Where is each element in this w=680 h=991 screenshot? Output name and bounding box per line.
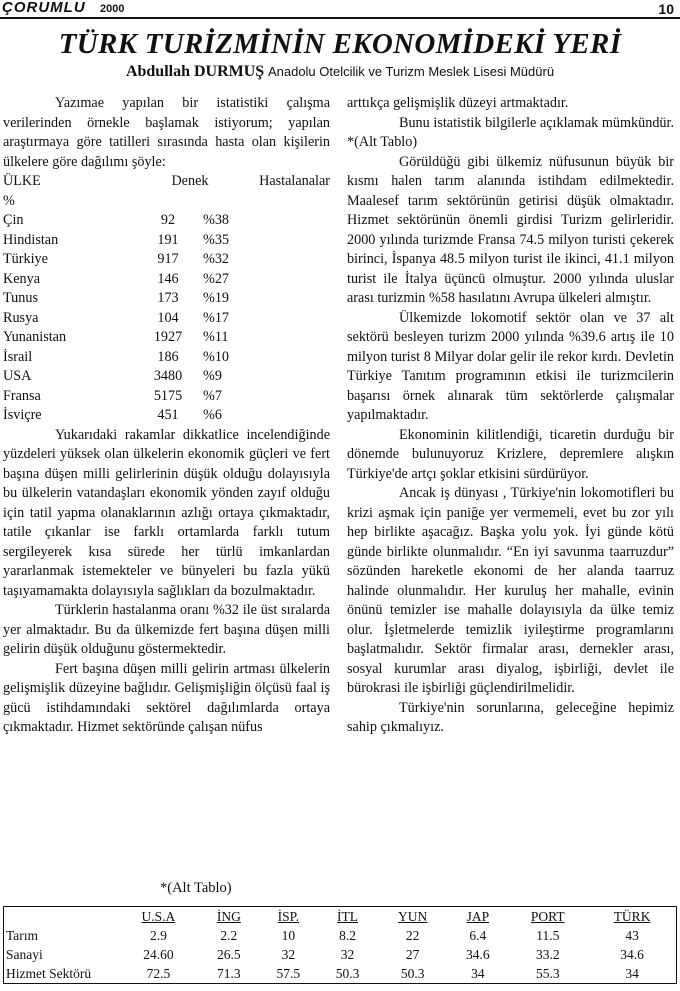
sector-column-header: TÜRK xyxy=(613,909,651,924)
right-paragraphs xyxy=(347,94,674,738)
sector-value: 11.5 xyxy=(536,928,560,943)
sector-row-label: Sanayi xyxy=(6,947,43,962)
survey-subjects: 1927 xyxy=(153,329,183,345)
sector-value: 26.5 xyxy=(217,947,241,962)
body-paragraph: Fert başına düşen milli gelirin artması ülkelerin gelişmişlik düzeyine bağlıdır. Gelişmişliğin ölçüsü faal iş gücü istihdamındaki sektörel dağılımlarda ortaya çıkmaktadır. Hizmet sektöründe çalışan nüfus xyxy=(3,660,330,735)
survey-percent: %35 xyxy=(203,231,230,248)
sector-column-header: JAP xyxy=(466,909,490,924)
survey-country: Türkiye xyxy=(3,251,48,267)
survey-subjects: 5175 xyxy=(153,387,183,404)
survey-row xyxy=(3,309,330,329)
survey-row xyxy=(3,348,330,368)
sector-value: 27 xyxy=(405,947,420,962)
sector-column-header xyxy=(4,907,119,927)
survey-row xyxy=(3,250,330,270)
survey-header-country: ÜLKE xyxy=(3,173,41,189)
page-number: 10 xyxy=(658,1,674,17)
sector-row xyxy=(4,926,677,945)
body-paragraph: Yukarıdaki rakamlar dikkatlice incelendiğinde yüzdeleri yüksek olan ülkelerin ekonomik güçleri ve fert başına düşen milli gelirlerinin düşük olduğu dolayısıyla bu ülkelerin vatandaşları ekonomik yönden zayıf olduğu için tatil yapma olanaklarının azlığı ortaya çıkmaktadır, tatile çıkanlar ise farklı ortamlarda farklı tutum sergileyerek kısa sürede her türlü imkanlardan yararlanmak istemekteler ve bünyeleri bu fazla yükü taşıyamamakta dolayısıyla sağlıkları da bozulmaktadır. xyxy=(3,426,330,599)
survey-percent: %11 xyxy=(203,329,229,345)
magazine-logo: ÇORUMLU xyxy=(2,0,86,16)
survey-country: Rusya xyxy=(3,309,39,326)
survey-percent: %38 xyxy=(203,212,230,228)
sector-value: 8.2 xyxy=(339,928,356,943)
issue-year: 2000 xyxy=(100,3,125,15)
survey-country: Çin xyxy=(3,212,24,228)
body-paragraph: Ancak iş dünyası , Türkiye'nin lokomotifleri bu krizi aşmak için paniğe yer vermemeli, evet bu zor yılı hep birlikte aşacağız. Başka yolu yok. İyi günde kötü günde birlikte olunmalıdır. “En iyi savunma taarruzdur” sözünden hareketle ekonomi de her alanda taarruz halinde olunmalıdır. Her kuruluş her mahalle, evinin önünü temizler ise mahalle dolayısıyla da ülke temiz olur. İşletmelerde temizlik iyileştirme programlarını başlatmalıdır. Sektör firmalar arası, dernekler arası, sosyal kurumlar arası diyalog, işbirliği, devlet ile bürokrasi ile işbirliği güçlendirilmelidir. xyxy=(347,485,674,696)
author-line xyxy=(0,63,680,81)
survey-percent: %17 xyxy=(203,309,230,326)
survey-country: Kenya xyxy=(3,270,41,287)
sector-value: 72.5 xyxy=(146,966,171,981)
survey-header-subjects: Denek xyxy=(171,173,209,189)
sector-row xyxy=(4,945,677,964)
body-paragraph: Bunu istatistik bilgilerle açıklamak mümkündür. *(Alt Tablo) xyxy=(347,114,674,150)
sector-value: 34.6 xyxy=(620,947,644,962)
sector-value: 32 xyxy=(281,947,296,962)
left-column xyxy=(3,94,330,738)
sector-value: 10 xyxy=(281,928,296,943)
intro-paragraph: Yazımae yapılan bir istatistiki çalışma verilerinden örnekle başlamak istiyorum; yapılan araştırmaya göre tatilleri sırasında hasta olan kişilerin ülkelere göre dağılımı şöyle: xyxy=(3,95,330,170)
sector-value: 34 xyxy=(471,966,485,981)
survey-subjects: 451 xyxy=(157,407,179,423)
survey-percent: %9 xyxy=(203,368,222,384)
sector-column-header: U.S.A xyxy=(141,909,176,924)
sector-value: 34 xyxy=(625,966,639,981)
sector-table xyxy=(3,906,677,984)
survey-table xyxy=(3,172,330,426)
sector-value: 2.9 xyxy=(149,928,167,943)
sector-value: 55.3 xyxy=(535,966,560,981)
sector-value: 2.2 xyxy=(220,928,238,943)
survey-percent: %27 xyxy=(203,270,230,287)
survey-row xyxy=(3,387,330,407)
body-paragraph: Görüldüğü gibi ülkemiz nüfusunun büyük bir kısmı halen tarım alanında istihdam edilmektedir. Maalesef tarım sektörünün getirisi düşük olmaktadır. Hizmet sektörünün önemli girdisi Turizm gelirleridir. 2000 yılında turizmde Fransa 74.5 milyon turisti çekerek birinci, İspanya 48.5 milyon turist ile ikinci, 41.1 milyon turist ile İtalya üçüncü olmuştur. 2000 yılında uluslar arası turizmin %58 hasılatını Avrupa ülkeleri almıştır. xyxy=(347,153,674,306)
sector-value: 6.4 xyxy=(469,928,487,943)
survey-row xyxy=(3,367,330,387)
survey-row xyxy=(3,211,330,231)
survey-header xyxy=(3,172,330,192)
survey-row xyxy=(3,289,330,309)
survey-country: İsrail xyxy=(3,348,33,365)
survey-header-percent xyxy=(3,192,330,212)
survey-row xyxy=(3,231,330,251)
survey-country: Yunanistan xyxy=(3,329,67,345)
sector-value: 57.5 xyxy=(276,966,301,981)
survey-row xyxy=(3,270,330,290)
survey-percent: %10 xyxy=(203,348,230,365)
sector-value: 50.3 xyxy=(400,966,425,981)
page-header xyxy=(0,0,680,22)
survey-subjects: 146 xyxy=(157,270,179,287)
body-paragraph: Türklerin hastalanma oranı %32 ile üst sıralarda yer almaktadır. Bu da ülkemizde fert başına düşen milli gelirin düşük olduğunu göstermektedir. xyxy=(3,602,330,657)
table-caption: *(Alt Tablo) xyxy=(160,880,232,896)
survey-subjects: 92 xyxy=(160,212,176,228)
survey-subjects: 173 xyxy=(157,290,179,306)
sector-value: 22 xyxy=(405,928,420,943)
sector-table-body xyxy=(4,926,677,984)
sector-value: 34.6 xyxy=(466,947,490,962)
sector-row-label: Hizmet Sektörü xyxy=(6,966,92,981)
survey-country: Hindistan xyxy=(3,231,59,248)
sector-row-label: Tarım xyxy=(6,928,39,943)
sector-table-header xyxy=(4,907,677,927)
left-paragraphs xyxy=(3,426,330,738)
sector-value: 50.3 xyxy=(335,966,360,981)
survey-subjects: 3480 xyxy=(153,368,183,384)
survey-country: Fransa xyxy=(3,387,41,404)
right-column xyxy=(347,94,674,738)
survey-rows xyxy=(3,211,330,426)
sector-column-header: İTL xyxy=(337,909,358,924)
sector-value: 24.60 xyxy=(143,947,174,962)
body-paragraph: Ekonominin kilitlendiği, ticaretin durduğu bir dönemde bulunuyoruz Krizlere, depremlere alışkın Türkiye'de artçı şoklar etkisini sürdürüyor. xyxy=(347,426,674,482)
survey-subjects: 917 xyxy=(157,251,179,267)
header-rule xyxy=(0,17,680,19)
survey-row xyxy=(3,328,330,348)
body-paragraph: arttıkça gelişmişlik düzeyi artmaktadır. xyxy=(347,95,569,111)
sector-value: 33.2 xyxy=(535,947,560,962)
survey-subjects: 191 xyxy=(157,231,179,248)
survey-header-ill: Hastalanalar xyxy=(259,173,330,189)
sector-value: 32 xyxy=(340,947,355,962)
sector-column-header: İSP. xyxy=(277,909,300,924)
survey-percent: %7 xyxy=(203,387,222,404)
survey-subjects: 104 xyxy=(157,309,179,326)
sector-column-header: PORT xyxy=(530,909,565,924)
sector-column-header: YUN xyxy=(398,909,428,924)
survey-percent: %32 xyxy=(203,251,230,267)
author-name: Abdullah DURMUŞ xyxy=(125,63,265,80)
survey-percent: %19 xyxy=(203,290,230,306)
author-school: Anadolu Otelcilik ve Turizm Meslek Lisesi Müdürü xyxy=(267,64,555,79)
survey-country: Tunus xyxy=(3,290,38,306)
survey-country: USA xyxy=(3,368,32,384)
body-paragraph: Türkiye'nin sorunlarına, geleceğine hepimiz sahip çıkmalıyız. xyxy=(347,699,674,735)
article-title: TÜRK TURİZMİNİN EKONOMİDEKİ YERİ xyxy=(58,28,622,60)
survey-subjects: 186 xyxy=(157,348,179,365)
sector-row xyxy=(4,964,677,984)
body-paragraph: Ülkemizde lokomotif sektör olan ve 37 alt sektörü besleyen turizm 2000 yılında %39.6 artış ile 10 milyon turist 8 Milyar dolar gelir ile rekor kırdı. Devletin Türkiye Tanıtım programının etkisi ile turizmcilerin başarısı örnek alınarak tüm sektörlerde çalışmalar yapılmaktadır. xyxy=(347,309,674,423)
survey-percent: %6 xyxy=(203,407,222,423)
sector-value: 71.3 xyxy=(217,966,241,981)
survey-row xyxy=(3,406,330,426)
survey-country: İsviçre xyxy=(3,407,42,423)
sector-value: 43 xyxy=(625,928,639,943)
sector-column-header: İNG xyxy=(216,909,241,924)
survey-percent-sign: % xyxy=(3,192,15,209)
